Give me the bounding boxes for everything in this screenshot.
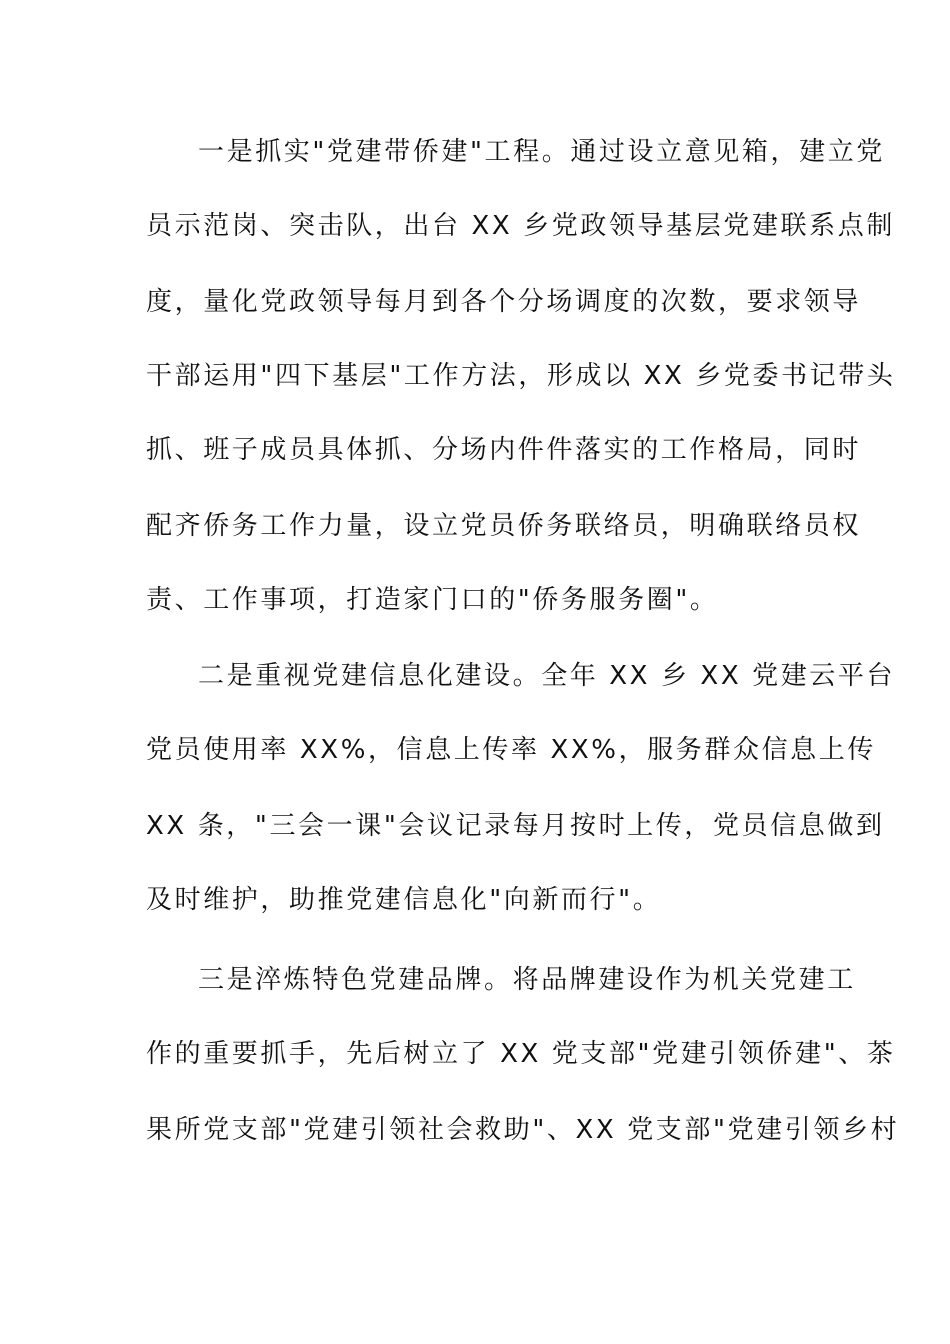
paragraph-3-line-3: 果所党支部"党建引领社会救助"、XX 党支部"党建引领乡村 (146, 1115, 900, 1145)
paragraph-1-line-7: 责、工作事项，打造家门口的"侨务服务圈"。 (146, 585, 719, 615)
paragraph-1-line-6: 配齐侨务工作力量，设立党员侨务联络员，明确联络员权 (146, 511, 862, 541)
paragraph-1-line-4: 干部运用"四下基层"工作方法，形成以 XX 乡党委书记带头 (146, 361, 896, 391)
paragraph-1-line-5: 抓、班子成员具体抓、分场内件件落实的工作格局，同时 (146, 435, 862, 465)
paragraph-1-line-3: 度，量化党政领导每月到各个分场调度的次数，要求领导 (146, 287, 862, 317)
paragraph-1-line-1: 一是抓实"党建带侨建"工程。通过设立意见箱，建立党 (198, 137, 885, 167)
paragraph-3-line-2: 作的重要抓手，先后树立了 XX 党支部"党建引领侨建"、茶 (146, 1039, 896, 1069)
paragraph-2-line-4: 及时维护，助推党建信息化"向新而行"。 (146, 885, 662, 915)
paragraph-2-line-2: 党员使用率 XX%，信息上传率 XX%，服务群众信息上传 (146, 735, 876, 765)
paragraph-1-line-2: 员示范岗、突击队，出台 XX 乡党政领导基层党建联系点制 (146, 211, 895, 241)
paragraph-2-line-3: XX 条，"三会一课"会议记录每月按时上传，党员信息做到 (146, 811, 885, 841)
paragraph-3-line-1: 三是淬炼特色党建品牌。将品牌建设作为机关党建工 (198, 965, 856, 995)
paragraph-2-line-1: 二是重视党建信息化建设。全年 XX 乡 XX 党建云平台 (198, 661, 896, 691)
